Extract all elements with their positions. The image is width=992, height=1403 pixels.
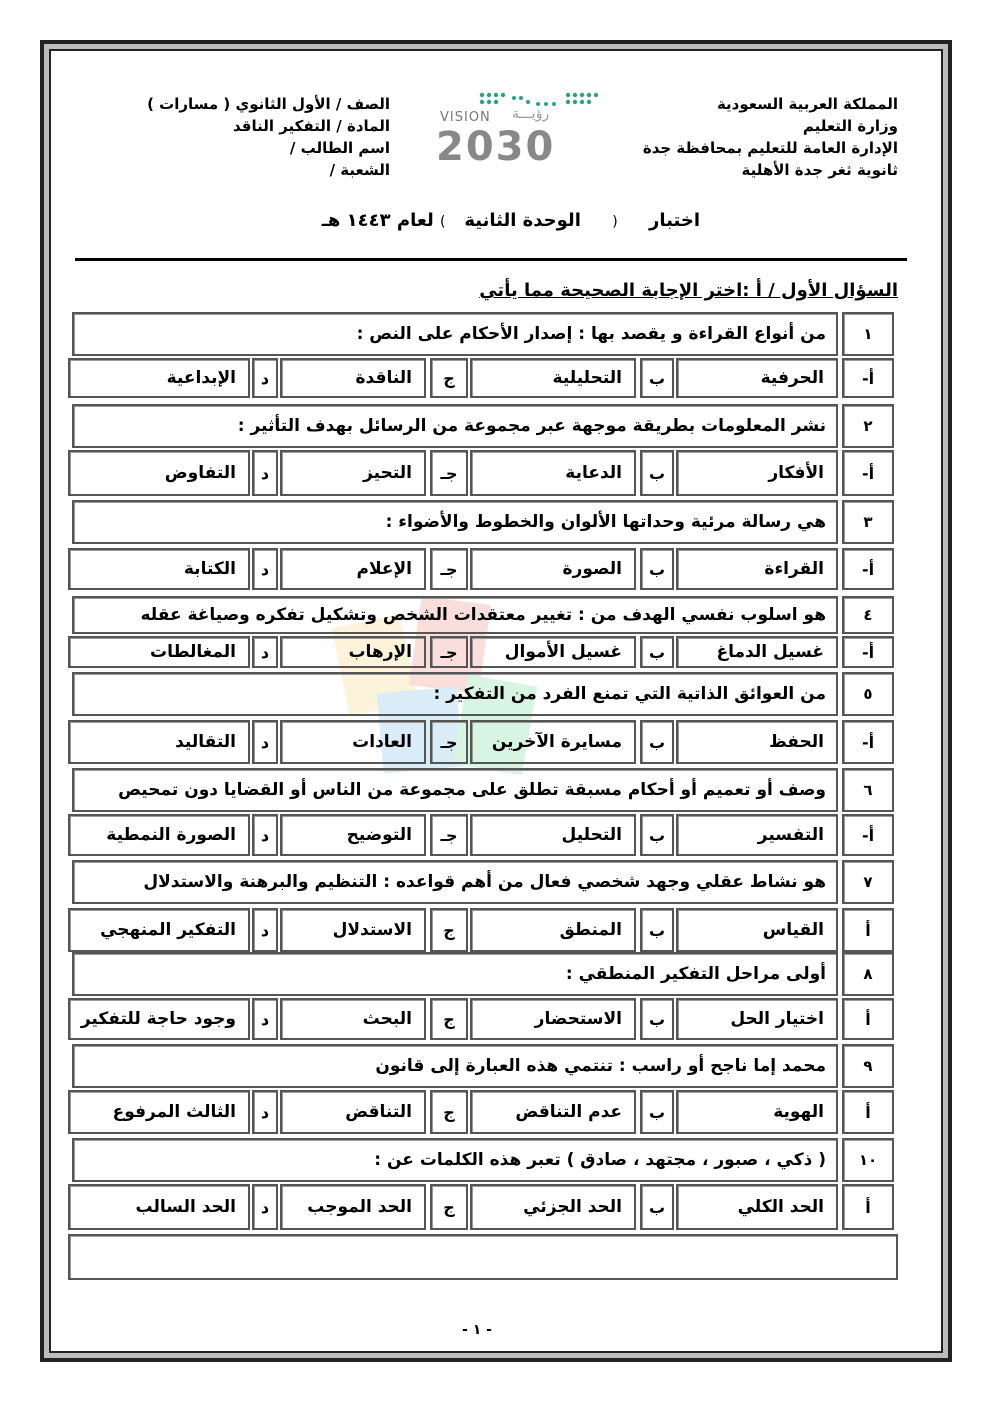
option-b: المنطق (470, 908, 636, 952)
title-paren-close: ) (440, 214, 446, 230)
option-label-b: ب (640, 908, 674, 952)
question-text: هو اسلوب نفسي الهدف من : تغيير معتقدات الشخص وتشكيل تفكره وصياغة عقله (72, 596, 838, 634)
option-label-d: د (252, 814, 278, 856)
question-text: من العوائق الذاتية التي تمنع الفرد من التفكير : (72, 672, 838, 716)
header-student-block (90, 93, 390, 181)
option-label-d: د (252, 998, 278, 1040)
exam-title (280, 210, 700, 231)
option-d: الحد السالب (68, 1184, 250, 1230)
option-b: الدعاية (470, 450, 636, 496)
option-d: التقاليد (68, 720, 250, 764)
vision-2030-logo (432, 86, 612, 176)
option-label-a: أ- (842, 450, 894, 496)
option-label-b: ب (640, 814, 674, 856)
title-paren-open: ( (612, 214, 618, 230)
question-text: من أنواع القراءة و يقصد بها : إصدار الأحكام على النص : (72, 312, 838, 356)
option-label-c: ج (430, 1090, 468, 1134)
option-c: الإرهاب (280, 636, 426, 668)
option-label-b: ب (640, 720, 674, 764)
option-d: التفكير المنهجي (68, 908, 250, 952)
header-school: ثانوية ثغر جدة الأهلية (741, 161, 898, 179)
option-d: المغالطات (68, 636, 250, 668)
option-a: القراءة (676, 548, 838, 590)
option-label-d: د (252, 358, 278, 398)
option-label-c: جـ (430, 720, 468, 764)
option-label-a: أ- (842, 814, 894, 856)
option-b: التحليل (470, 814, 636, 856)
logo-vision-text: VISION (440, 110, 491, 125)
option-label-d: د (252, 548, 278, 590)
option-b: مسايرة الآخرين (470, 720, 636, 764)
option-label-a: أ- (842, 720, 894, 764)
header-divider (75, 258, 907, 261)
option-label-b: ب (640, 450, 674, 496)
option-c: العادات (280, 720, 426, 764)
option-c: التوضيح (280, 814, 426, 856)
question-number: ١٠ (842, 1138, 894, 1182)
header-grade: الصف / الأول الثانوي ( مسارات ) (147, 95, 390, 113)
option-a: غسيل الدماغ (676, 636, 838, 668)
header-subject: المادة / التفكير الناقد (232, 117, 390, 135)
question-number: ٦ (842, 768, 894, 812)
option-label-c: جـ (430, 814, 468, 856)
question-number: ٩ (842, 1044, 894, 1088)
option-b: الحد الجزئي (470, 1184, 636, 1230)
option-label-b: ب (640, 998, 674, 1040)
option-label-a: أ (842, 1090, 894, 1134)
header-ministry-block (643, 93, 898, 181)
question-number: ٢ (842, 404, 894, 448)
title-year: لعام ١٤٤٣ هـ (321, 210, 434, 231)
option-c: الناقدة (280, 358, 426, 398)
question-number: ٤ (842, 596, 894, 634)
option-a: الحرفية (676, 358, 838, 398)
option-a: الحفظ (676, 720, 838, 764)
option-label-d: د (252, 908, 278, 952)
option-label-d: د (252, 450, 278, 496)
option-b: غسيل الأموال (470, 636, 636, 668)
option-d: الكتابة (68, 548, 250, 590)
option-c: التحيز (280, 450, 426, 496)
option-a: الأفكار (676, 450, 838, 496)
option-label-b: ب (640, 1184, 674, 1230)
option-b: عدم التناقض (470, 1090, 636, 1134)
option-a: اختيار الحل (676, 998, 838, 1040)
option-d: الإبداعية (68, 358, 250, 398)
question-number: ١ (842, 312, 894, 356)
question-text: محمد إما ناجح أو راسب : تنتمي هذه العبارة إلى قانون (72, 1044, 838, 1088)
option-c: الحد الموجب (280, 1184, 426, 1230)
question-text: أولى مراحل التفكير المنطقي : (72, 952, 838, 996)
title-unit: الوحدة الثانية (464, 210, 581, 231)
option-b: الصورة (470, 548, 636, 590)
option-d: الثالث المرفوع (68, 1090, 250, 1134)
option-label-a: أ (842, 1184, 894, 1230)
empty-row (68, 1234, 898, 1280)
option-label-b: ب (640, 1090, 674, 1134)
question-heading: السؤال الأول / أ :اختر الإجابة الصحيحة مما يأتي (479, 280, 898, 301)
option-d: الصورة النمطية (68, 814, 250, 856)
option-a: التفسير (676, 814, 838, 856)
option-b: التحليلية (470, 358, 636, 398)
header-kingdom: المملكة العربية السعودية (716, 95, 898, 113)
option-label-a: أ (842, 908, 894, 952)
header-directorate: الإدارة العامة للتعليم بمحافظة جدة (642, 139, 898, 157)
question-text: نشر المعلومات بطريقة موجهة عبر مجموعة من الرسائل بهدف التأثير : (72, 404, 838, 448)
question-text: ( ذكي ، صبور ، مجتهد ، صادق ) تعبر هذه الكلمات عن : (72, 1138, 838, 1182)
option-label-c: جـ (430, 450, 468, 496)
option-d: وجود حاجة للتفكير (68, 998, 250, 1040)
logo-ruya-text: رؤيـــة (512, 106, 550, 122)
option-label-a: أ (842, 998, 894, 1040)
option-label-d: د (252, 1184, 278, 1230)
option-b: الاستحضار (470, 998, 636, 1040)
option-c: الاستدلال (280, 908, 426, 952)
option-label-a: أ- (842, 358, 894, 398)
option-label-c: جـ (430, 636, 468, 668)
header-student-name: اسم الطالب / (289, 139, 390, 157)
option-label-c: ج (430, 358, 468, 398)
question-number: ٥ (842, 672, 894, 716)
question-number: ٧ (842, 860, 894, 904)
title-exam: اختبار (649, 210, 700, 231)
option-a: الهوية (676, 1090, 838, 1134)
option-label-b: ب (640, 636, 674, 668)
option-label-c: ج (430, 998, 468, 1040)
logo-year-text: 2030 (436, 124, 556, 170)
question-text: هي رسالة مرئية وحداتها الألوان والخطوط والأضواء : (72, 500, 838, 544)
option-label-d: د (252, 1090, 278, 1134)
option-label-c: ج (430, 908, 468, 952)
option-c: الإعلام (280, 548, 426, 590)
page-number: - ١ - (462, 1322, 492, 1338)
option-label-c: جـ (430, 548, 468, 590)
option-a: الحد الكلي (676, 1184, 838, 1230)
question-text: هو نشاط عقلي وجهد شخصي فعال من أهم قواعده : التنظيم والبرهنة والاستدلال (72, 860, 838, 904)
option-c: التناقض (280, 1090, 426, 1134)
option-label-c: ج (430, 1184, 468, 1230)
option-label-a: أ- (842, 548, 894, 590)
option-label-d: د (252, 720, 278, 764)
header-ministry: وزارة التعليم (802, 117, 898, 135)
question-text: وصف أو تعميم أو أحكام مسبقة تطلق على مجموعة من الناس أو القضايا دون تمحيص (72, 768, 838, 812)
option-d: التفاوض (68, 450, 250, 496)
header-section: الشعبة / (329, 161, 390, 179)
option-label-a: أ- (842, 636, 894, 668)
option-c: البحث (280, 998, 426, 1040)
option-label-d: د (252, 636, 278, 668)
question-number: ٣ (842, 500, 894, 544)
option-label-b: ب (640, 358, 674, 398)
option-label-b: ب (640, 548, 674, 590)
option-a: القياس (676, 908, 838, 952)
question-number: ٨ (842, 952, 894, 996)
